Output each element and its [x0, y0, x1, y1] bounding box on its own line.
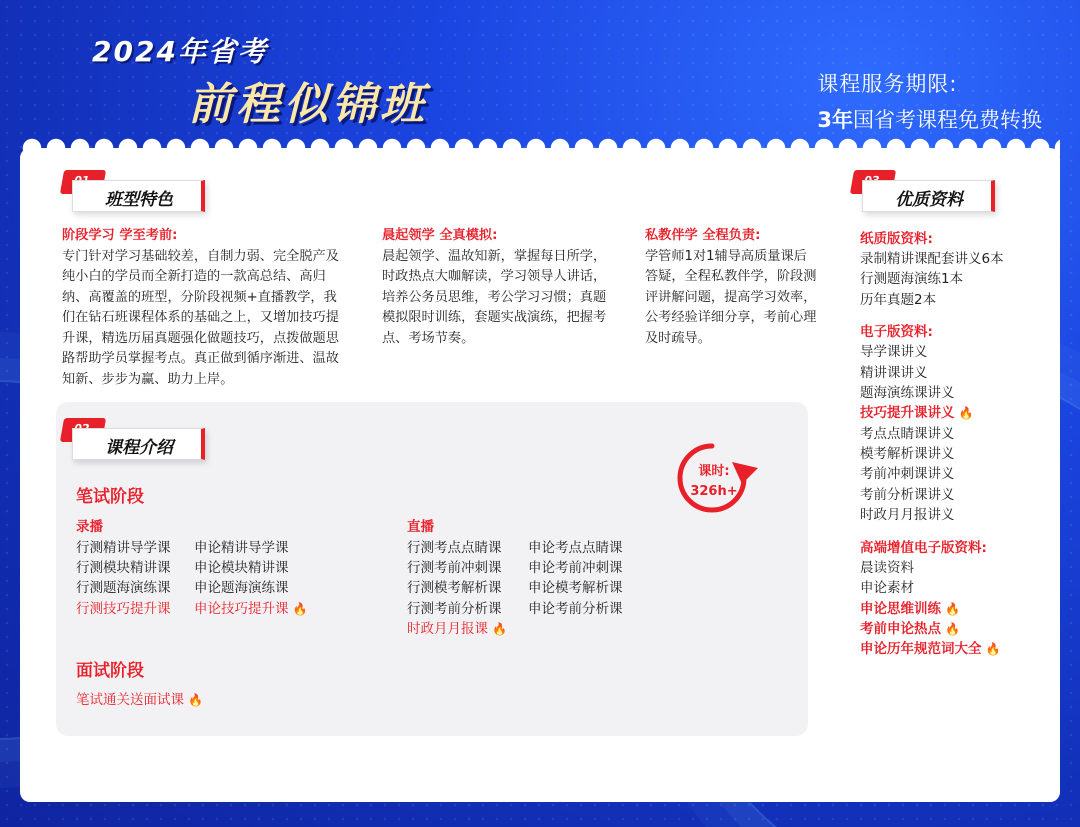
fire-icon: 🔥	[188, 693, 203, 707]
material-item: 历年真题2本	[860, 292, 937, 308]
section-title: 班型特色	[72, 180, 205, 212]
course-item: 申论考前冲刺课	[528, 560, 623, 576]
hours-label: 课时:	[698, 464, 730, 479]
course-item-hot	[194, 597, 307, 617]
section-title: 优质资料	[862, 180, 995, 212]
course-item: 申论考前分析课	[528, 601, 623, 617]
course-item: 行测考点点睛课	[407, 540, 502, 556]
service-years: 3年	[817, 108, 853, 132]
service-period	[817, 68, 1042, 134]
service-rest: 国省考课程免费转换	[853, 108, 1042, 132]
material-item-hot	[860, 597, 960, 617]
material-item-label: 申论思维训练	[860, 601, 941, 617]
materials-heading: 电子版资料:	[860, 324, 933, 340]
fire-icon: 🔥	[492, 622, 507, 636]
material-item-label: 考前申论热点	[860, 621, 941, 637]
material-item: 导学课讲义	[860, 344, 928, 360]
class-title: 前程似锦班	[188, 79, 428, 130]
course-item: 行测考前冲刺课	[407, 560, 502, 576]
recorded-label: 录播	[76, 519, 103, 535]
material-item: 考前冲刺课讲义	[860, 466, 955, 482]
course-item: 行测精讲导学课	[76, 540, 171, 556]
course-item-label: 笔试通关送面试课	[76, 692, 184, 708]
hours-badge	[672, 438, 762, 518]
feature-block	[62, 226, 346, 390]
feature-block	[645, 226, 817, 349]
course-item: 行测模考解析课	[407, 580, 502, 596]
material-item-hot	[860, 401, 973, 421]
course-item-label: 申论技巧提升课	[194, 601, 289, 617]
feature-heading: 私教伴学 全程负责:	[645, 228, 761, 243]
service-detail	[817, 104, 1042, 134]
course-item: 申论模考解析课	[528, 580, 623, 596]
course-item: 行测模块精讲课	[76, 560, 171, 576]
materials-heading: 纸质版资料:	[860, 231, 933, 247]
fire-icon: 🔥	[985, 642, 1001, 656]
course-item: 行测考前分析课	[407, 601, 502, 617]
service-label: 课程服务期限:	[817, 72, 958, 96]
course-item-hot: 行测技巧提升课	[76, 601, 171, 617]
live-label: 直播	[407, 519, 434, 535]
material-item: 考点点睛课讲义	[860, 426, 955, 442]
material-item: 精讲课讲义	[860, 365, 928, 381]
fire-icon: 🔥	[292, 602, 308, 616]
hours-text	[684, 462, 744, 502]
feature-heading: 阶段学习 学至考前:	[62, 228, 178, 243]
materials-heading: 高端增值电子版资料:	[860, 540, 987, 556]
fire-icon: 🔥	[945, 622, 960, 636]
interview-stage-title: 面试阶段	[76, 661, 144, 681]
course-item: 申论模块精讲课	[194, 560, 289, 576]
material-item-hot	[860, 617, 960, 637]
course-item: 申论精讲导学课	[194, 540, 289, 556]
course-item: 申论题海演练课	[194, 580, 289, 596]
course-item-hot	[76, 688, 203, 708]
year-title: 2024年省考	[92, 35, 268, 68]
feature-body: 专门针对学习基础较差，自制力弱、完全脱产及纯小白的学员而全新打造的一款高总结、高归纳、高覆盖的班型，分阶段视频+直播教学，我们在钻石班课程体系的基础之上，又增加技巧提升课，精选历届真题强化做题技巧，点拨做题思路帮助学员掌握考点。真正做到循序渐进、温故知新、步步为赢、助力上岸。	[62, 248, 339, 387]
feature-body: 学管师1对1辅导高质量课后答疑，全程私教伴学，阶段测评讲解问题，提高学习效率，公考经验详细分享，考前心理及时疏导。	[645, 248, 817, 346]
material-item: 考前分析课讲义	[860, 487, 955, 503]
section-title: 课程介绍	[72, 428, 205, 460]
material-item: 录制精讲课配套讲义6本	[860, 251, 1004, 267]
material-item-label: 技巧提升课讲义	[860, 405, 955, 421]
material-item: 模考解析课讲义	[860, 446, 955, 462]
course-item: 申论考点点睛课	[528, 540, 623, 556]
feature-block	[382, 226, 610, 349]
fire-icon: 🔥	[958, 406, 974, 420]
material-item: 行测题海演练1本	[860, 271, 964, 287]
fire-icon: 🔥	[945, 602, 960, 616]
course-item-hot	[407, 617, 507, 637]
hours-value: 326h+	[690, 484, 738, 499]
material-item-hot	[860, 637, 1000, 657]
feature-heading: 晨起领学 全真模拟:	[382, 228, 498, 243]
feature-body: 晨起领学、温故知新，掌握每日所学，时政热点大咖解读，学习领导人讲话，培养公务员思维，考公学习习惯；真题模拟限时训练，套题实战演练，把握考点、考场节奏。	[382, 248, 607, 346]
course-item: 行测题海演练课	[76, 580, 171, 596]
material-item: 晨读资料	[860, 560, 914, 576]
material-item: 题海演练课讲义	[860, 385, 955, 401]
written-stage-title: 笔试阶段	[76, 487, 144, 507]
course-item-label: 时政月月报课	[407, 621, 488, 637]
material-item: 申论素材	[860, 580, 914, 596]
material-item-label: 申论历年规范词大全	[860, 641, 982, 657]
material-item: 时政月月报讲义	[860, 507, 955, 523]
